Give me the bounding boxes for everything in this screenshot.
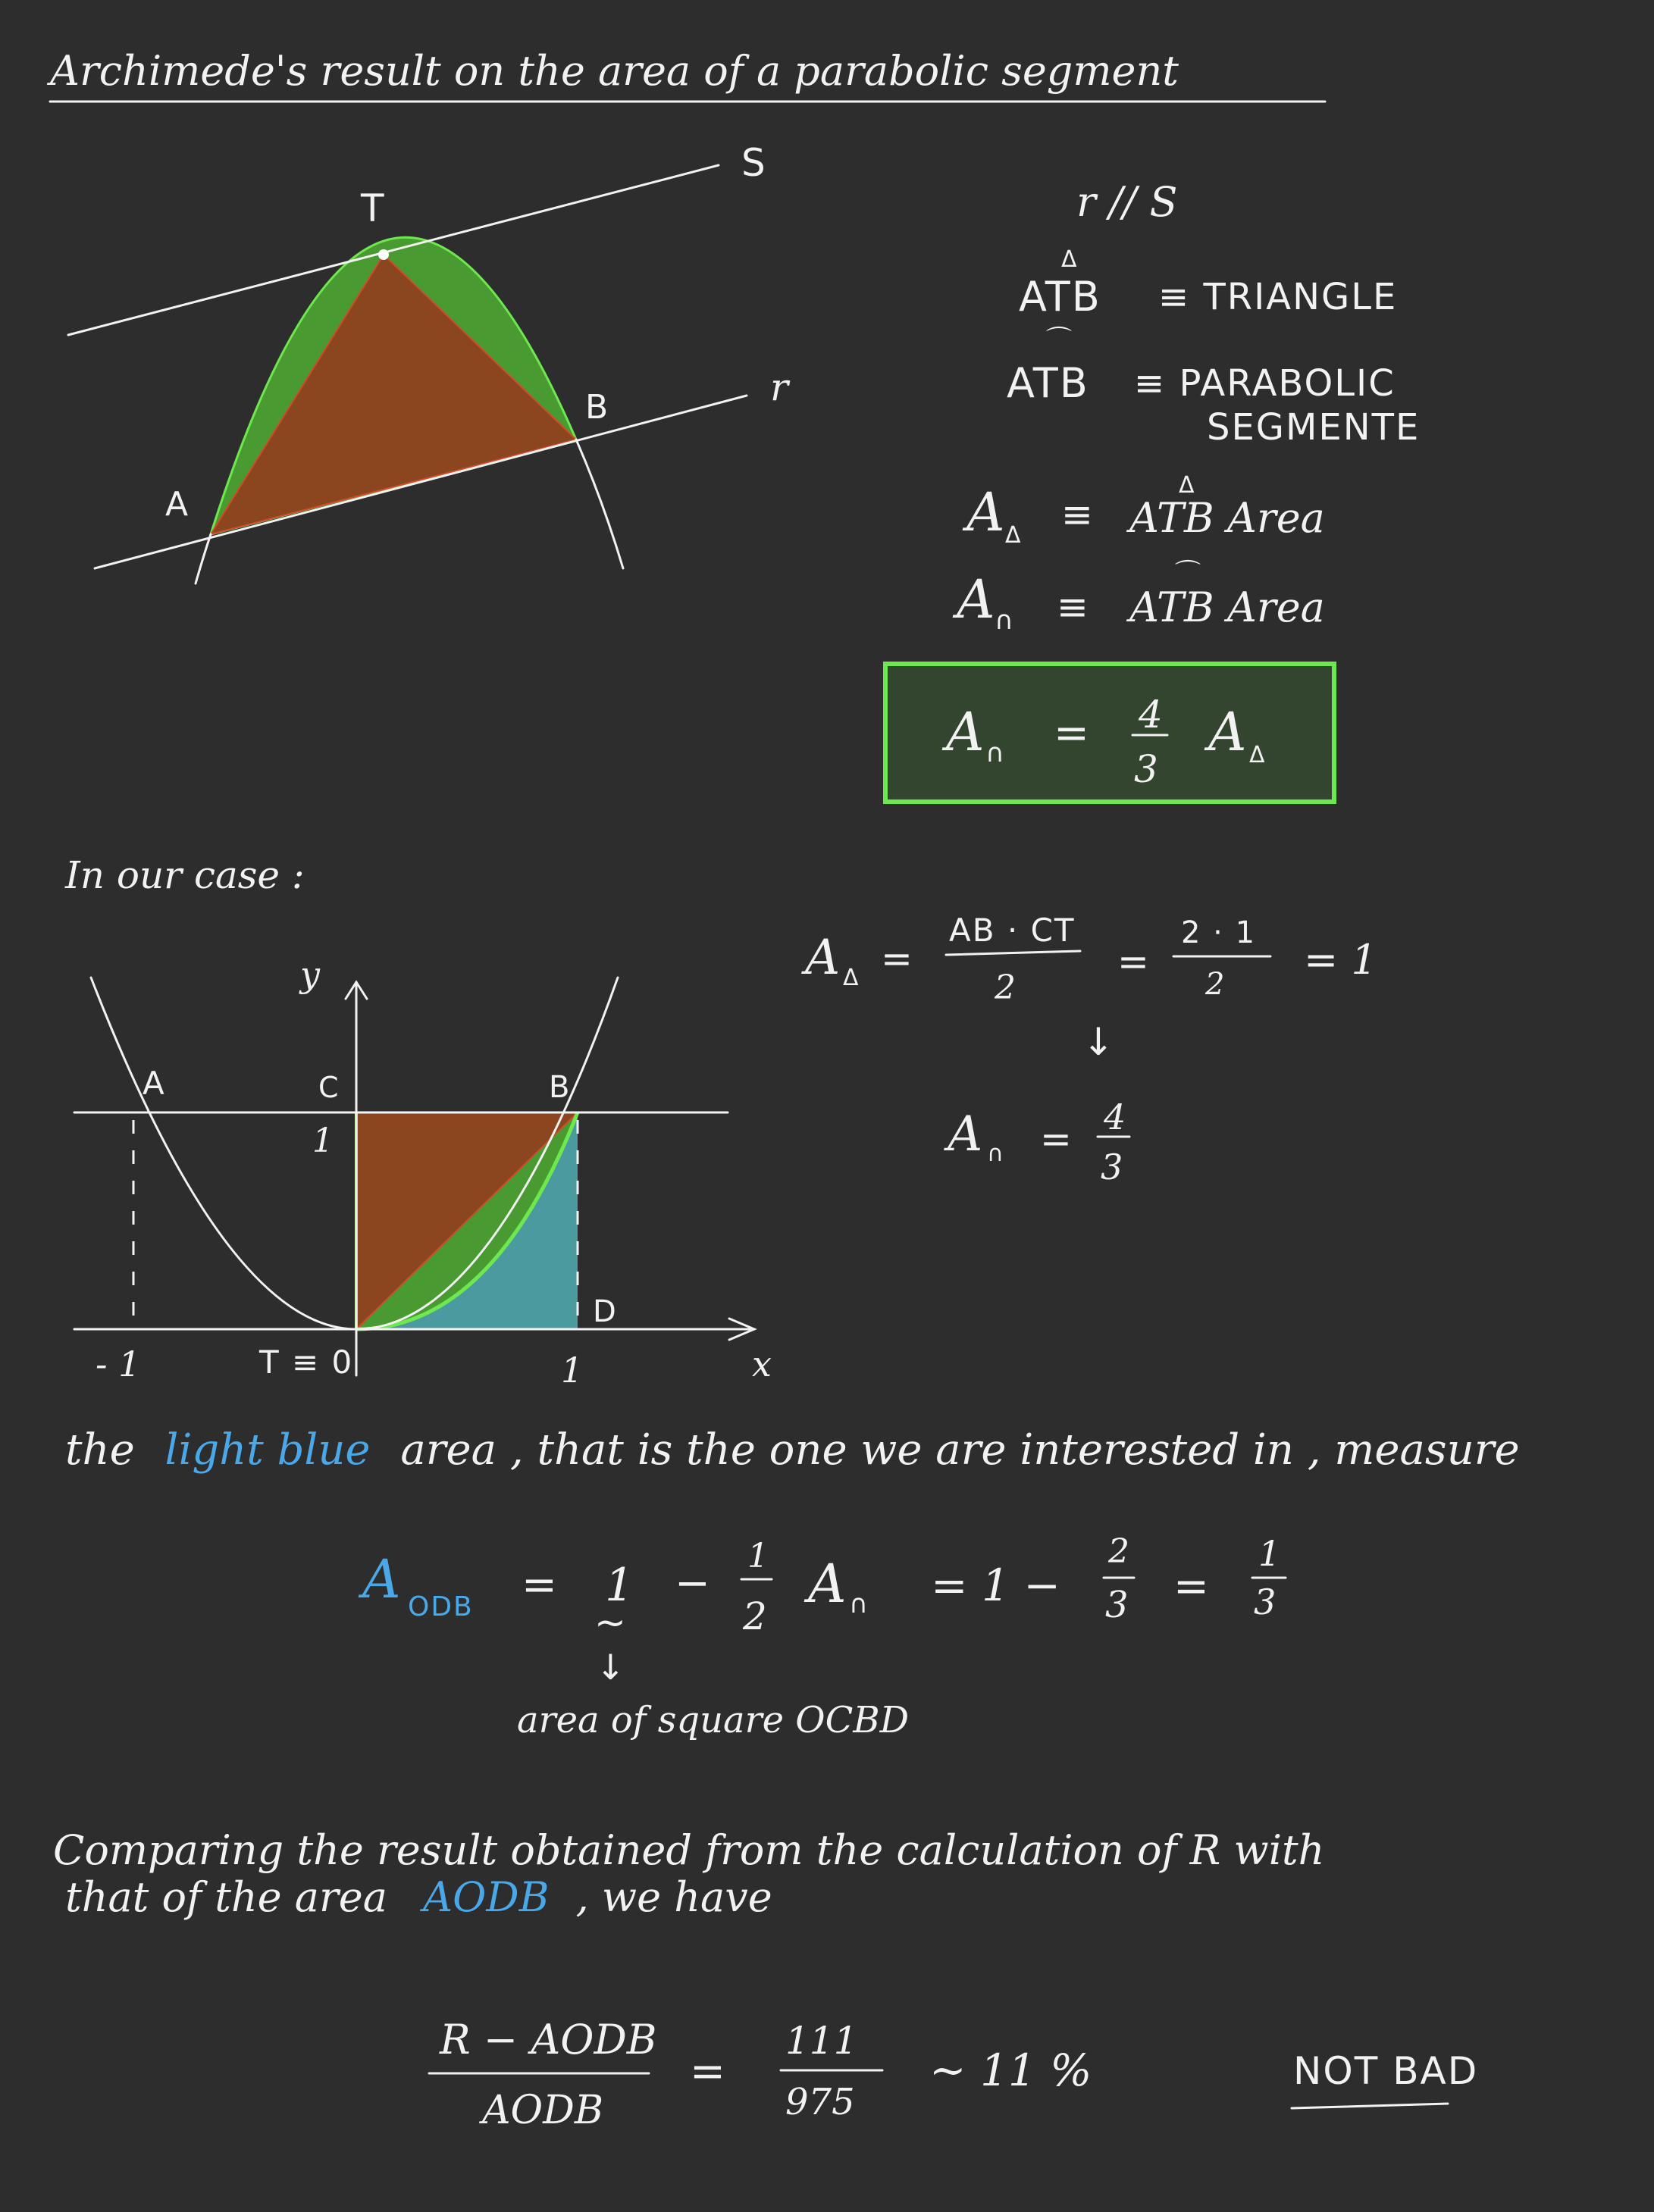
parabola-curve	[576, 440, 623, 568]
label-r: r	[770, 365, 788, 409]
label-1-x: 1	[561, 1350, 584, 1391]
boxed-lhs: A	[946, 701, 985, 763]
final-eq: =	[690, 2047, 727, 2096]
odb-an-sub: ∩	[849, 1589, 869, 1619]
calc-lhs2-sub: ∩	[987, 1140, 1005, 1167]
odb-tilde: ~	[594, 1600, 628, 1644]
calc-eq1: =	[881, 937, 914, 981]
odb-lhs-sub: ODB	[408, 1591, 474, 1622]
area-triangle-hat: Δ	[1179, 472, 1196, 499]
calc-num3: 4	[1104, 1097, 1126, 1137]
calc-lhs-sub: Δ	[843, 965, 860, 991]
area-segment-equiv: ≡	[1057, 585, 1090, 629]
definitions	[952, 178, 1420, 636]
area-triangle-definition: ATB Area	[1129, 494, 1325, 542]
page-title: Archimede's result on the area of a parabolic segment	[50, 47, 1179, 95]
label-c: C	[318, 1071, 340, 1104]
figure-parabolic-segment	[68, 141, 791, 584]
odb-note: area of square OCBD	[517, 1699, 910, 1741]
boxed-eq: =	[1054, 709, 1091, 758]
comparing-paragraph	[53, 1826, 1324, 1921]
label-b2: B	[549, 1070, 572, 1105]
label-b: B	[585, 388, 610, 427]
odb-eq2: = 1 −	[931, 1560, 1060, 1611]
calc-num1: AB · CT	[949, 912, 1076, 949]
label-1-y: 1	[312, 1122, 334, 1160]
final-approx: ~ 11 %	[929, 2045, 1092, 2096]
odb-num2: 2	[1108, 1532, 1129, 1571]
in-our-case-label: In our case :	[65, 853, 305, 897]
boxed-rhs-sub: Δ	[1249, 742, 1267, 768]
odb-an: A	[808, 1553, 847, 1615]
area-segment-definition: ATB Area	[1129, 584, 1325, 631]
area-segment-subscript: ∩	[995, 605, 1015, 636]
area-triangle-equiv: ≡	[1061, 493, 1095, 537]
area-segment-symbol: A	[957, 568, 995, 630]
point-t	[378, 249, 389, 260]
calc-num2: 2 · 1	[1181, 915, 1257, 950]
odb-eq1: =	[522, 1560, 559, 1610]
final-den: AODB	[482, 2088, 604, 2133]
light-blue-sentence	[65, 1425, 1520, 1475]
triangle-symbol: ATB	[1019, 273, 1101, 321]
comparing-line2-blue: AODB	[423, 1873, 550, 1921]
sentence-highlight: light blue	[164, 1425, 371, 1475]
final-num2: 111	[785, 2019, 858, 2063]
area-segment-hat: ⌒	[1175, 558, 1202, 589]
calc-eq2: =	[1117, 940, 1151, 984]
label-y-axis: y	[300, 954, 320, 995]
odb-den2: 3	[1105, 1584, 1129, 1626]
calc-arrow: ↓	[1082, 1020, 1116, 1064]
odb-num3: 1	[1258, 1533, 1281, 1574]
label-s: S	[741, 141, 767, 185]
area-triangle-symbol: A	[966, 481, 1005, 543]
odb-den1: 2	[743, 1594, 767, 1638]
final-comment-underline	[1292, 2104, 1448, 2108]
label-x-axis: x	[752, 1344, 772, 1384]
label-t: T	[361, 186, 386, 230]
odb-lhs: A	[362, 1548, 401, 1610]
segment-definition-2: SEGMENTE	[1207, 406, 1421, 449]
odb-eq3: =	[1173, 1562, 1211, 1611]
boxed-num: 4	[1139, 693, 1163, 737]
final-num: R − AODB	[440, 2016, 657, 2063]
label-t-equiv-0: T ≡ 0	[259, 1344, 354, 1381]
odb-arrow: ↓	[596, 1647, 627, 1688]
calc-bar1	[946, 951, 1080, 955]
boxed-formula	[885, 664, 1334, 802]
triangle-area-calculation	[801, 912, 1377, 1187]
figure-coordinate-example	[74, 954, 772, 1391]
odb-num1: 1	[747, 1537, 769, 1575]
calc-den1: 2	[995, 968, 1016, 1007]
label-a: A	[165, 485, 190, 524]
triangle-definition: ≡ TRIANGLE	[1158, 276, 1398, 318]
sentence-part2: area , that is the one we are interested in , measure	[400, 1425, 1520, 1475]
comparing-line1: Comparing the result obtained from the calculation of R with	[53, 1826, 1325, 1874]
final-comment: NOT BAD	[1293, 2049, 1479, 2093]
odb-one: 1	[605, 1559, 634, 1612]
comparing-line2	[65, 1873, 772, 1921]
calc-den3: 3	[1101, 1147, 1123, 1187]
triangle-hat: Δ	[1061, 246, 1079, 273]
label-minus-1: - 1	[96, 1344, 141, 1384]
odb-den3: 3	[1254, 1582, 1277, 1622]
segment-symbol: ATB	[1007, 359, 1089, 407]
parallel-statement: r // S	[1076, 178, 1178, 226]
calc-eq4: =	[1040, 1117, 1073, 1161]
final-den2: 975	[785, 2081, 855, 2123]
area-triangle-subscript: Δ	[1005, 522, 1023, 549]
boxed-rhs: A	[1208, 701, 1247, 763]
boxed-lhs-sub: ∩	[985, 738, 1006, 768]
calc-den2: 2	[1205, 967, 1225, 1002]
sentence-part1: the	[65, 1425, 135, 1475]
comparing-line2a: that of the area	[65, 1873, 387, 1921]
calc-eq3: = 1	[1304, 936, 1377, 984]
label-d: D	[593, 1294, 618, 1329]
calc-lhs2: A	[948, 1106, 983, 1162]
odb-area-equation	[358, 1532, 1286, 1741]
comparing-line2b: , we have	[575, 1873, 772, 1921]
boxed-den: 3	[1134, 747, 1158, 791]
segment-definition-1: ≡ PARABOLIC	[1134, 362, 1396, 405]
calc-lhs: A	[805, 930, 841, 986]
odb-minus: −	[675, 1559, 712, 1608]
label-a2: A	[143, 1065, 166, 1102]
segment-hat: ⌒	[1046, 325, 1073, 355]
final-result	[429, 2016, 1478, 2133]
